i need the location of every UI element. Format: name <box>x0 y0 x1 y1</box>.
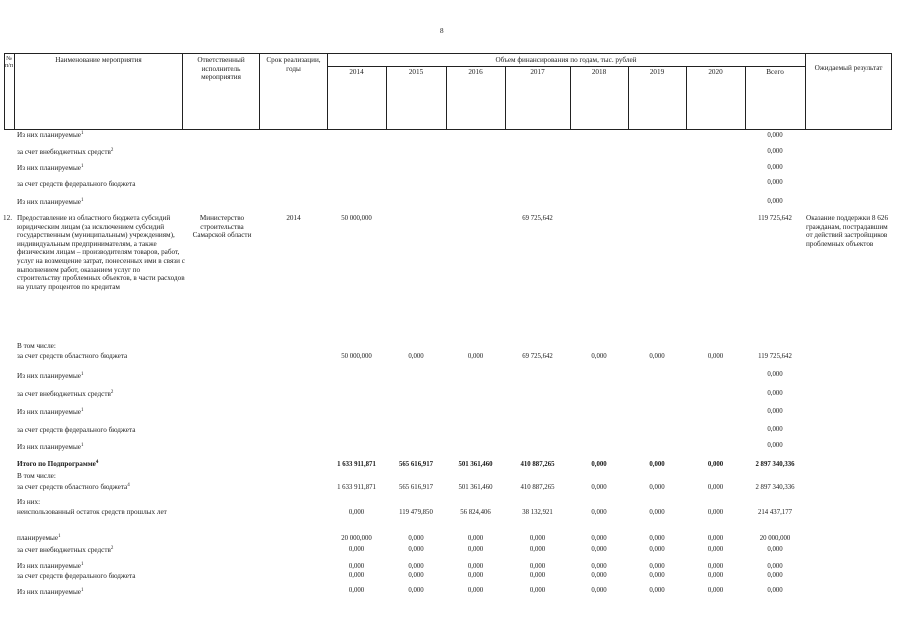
value-cell: 0,000 <box>707 535 724 542</box>
value-cell: 0,000 <box>348 509 365 516</box>
value-cell: 0,000 <box>467 572 484 579</box>
value-cell: 501 361,460 <box>458 484 493 491</box>
item-value-2017: 69 725,642 <box>522 215 553 222</box>
row-total: 0,000 <box>767 132 783 139</box>
value-cell: 0,000 <box>707 353 724 360</box>
value-cell: 0,000 <box>649 509 665 516</box>
value-cell: 56 824,406 <box>460 509 491 516</box>
row-label: за счет внебюджетных средств$^2$ <box>17 148 114 156</box>
item-term: 2014 <box>286 214 301 222</box>
row-total: 0,000 <box>767 587 783 594</box>
value-cell: 0,000 <box>707 587 724 594</box>
value-cell: 0,000 <box>649 535 665 542</box>
vline <box>182 53 183 130</box>
value-cell: 565 616,917 <box>399 461 433 468</box>
vline <box>891 53 892 130</box>
row-total: 2 897 340,336 <box>755 461 795 468</box>
col-header-total: Всего <box>766 68 784 76</box>
col-header-year: 2017 <box>530 68 545 76</box>
value-cell: 1 633 911,871 <box>337 484 376 491</box>
value-cell: 0,000 <box>408 587 424 594</box>
value-cell: 0,000 <box>591 484 607 491</box>
value-cell: 50 000,000 <box>341 353 372 360</box>
row-total: 0,000 <box>767 148 783 155</box>
col-header-name: Наименование мероприятия <box>55 56 142 64</box>
value-cell: 501 361,460 <box>458 461 493 468</box>
value-cell: 0,000 <box>649 546 665 553</box>
col-header-responsible: Ответственный исполнитель мероприятия <box>197 56 245 82</box>
col-header-year: 2018 <box>591 68 607 76</box>
col-header-year: 2020 <box>708 68 723 76</box>
years-divider-line <box>327 66 805 67</box>
value-cell: 0,000 <box>348 587 365 594</box>
row-total: 0,000 <box>767 390 783 397</box>
row-label: Из них планируемые$^1$ <box>17 164 84 172</box>
value-cell: 0,000 <box>707 509 724 516</box>
row-label: Из них планируемые$^1$ <box>17 588 84 596</box>
row-label: за счет средств областного бюджета <box>17 352 128 360</box>
of-them-label: Из них: <box>17 498 41 506</box>
value-cell: 0,000 <box>649 461 665 468</box>
item-responsible: Министерство строительства Самарской области <box>192 214 252 240</box>
value-cell: 0,000 <box>591 509 607 516</box>
row-label: за счет средств областного бюджета$^4$ <box>17 483 130 491</box>
page-number: 8 <box>440 27 444 35</box>
row-total: 0,000 <box>767 408 783 415</box>
row-label: неиспользованный остаток средств прошлых лет <box>17 508 167 516</box>
item-value-2014: 50 000,000 <box>341 215 372 222</box>
value-cell: 0,000 <box>529 587 546 594</box>
col-header-year: 2019 <box>649 68 665 76</box>
value-cell: 0,000 <box>467 563 484 570</box>
value-cell: 0,000 <box>529 546 546 553</box>
value-cell: 0,000 <box>529 535 546 542</box>
row-total: 2 897 340,336 <box>755 484 795 491</box>
header-bottom-line <box>4 129 891 130</box>
value-cell: 0,000 <box>591 353 607 360</box>
row-label: за счет внебюджетных средств$^2$ <box>17 546 114 554</box>
row-total: 119 725,642 <box>758 353 792 360</box>
value-cell: 0,000 <box>591 587 607 594</box>
value-cell: 0,000 <box>467 535 484 542</box>
value-cell: 0,000 <box>348 563 365 570</box>
value-cell: 0,000 <box>467 353 484 360</box>
row-total: 0,000 <box>767 546 783 553</box>
row-label: Из них планируемые$^1$ <box>17 131 84 139</box>
col-header-term: Срок реализации, годы <box>266 56 321 73</box>
item-number: 12. <box>3 214 12 222</box>
col-header-year: 2016 <box>468 68 483 76</box>
value-cell: 0,000 <box>707 572 724 579</box>
row-total: 0,000 <box>767 164 783 171</box>
col-header-result: Ожидаемый результат <box>814 64 883 72</box>
value-cell: 0,000 <box>707 563 724 570</box>
row-total: 0,000 <box>767 442 783 449</box>
value-cell: 0,000 <box>649 484 665 491</box>
value-cell: 0,000 <box>591 563 607 570</box>
col-header-year: 2014 <box>349 68 364 76</box>
row-label: Из них планируемые$^1$ <box>17 372 84 380</box>
including-label: В том числе: <box>17 342 56 350</box>
summary-title: Итого по Подпрограмме$^4$ <box>17 460 99 468</box>
value-cell: 0,000 <box>408 535 424 542</box>
row-total: 0,000 <box>767 572 783 579</box>
value-cell: 0,000 <box>467 587 484 594</box>
row-label: за счет внебюджетных средств$^2$ <box>17 390 114 398</box>
value-cell: 0,000 <box>408 546 424 553</box>
value-cell: 1 633 911,871 <box>337 461 376 468</box>
row-label: Из них планируемые$^1$ <box>17 408 84 416</box>
value-cell: 410 887,265 <box>520 461 555 468</box>
value-cell: 0,000 <box>591 535 607 542</box>
value-cell: 0,000 <box>348 572 365 579</box>
including-label: В том числе: <box>17 472 56 480</box>
value-cell: 20 000,000 <box>341 535 372 542</box>
row-label: за счет средств федерального бюджета <box>17 572 136 580</box>
row-total: 0,000 <box>767 179 783 186</box>
value-cell: 0,000 <box>649 563 665 570</box>
value-cell: 0,000 <box>649 353 665 360</box>
row-label: планируемые$^1$ <box>17 534 61 542</box>
value-cell: 0,000 <box>408 353 424 360</box>
row-label: Из них планируемые$^1$ <box>17 562 84 570</box>
col-header-year: 2015 <box>408 68 424 76</box>
row-total: 0,000 <box>767 426 783 433</box>
value-cell: 0,000 <box>649 587 665 594</box>
row-total: 0,000 <box>767 563 783 570</box>
row-label: за счет средств федерального бюджета <box>17 426 136 434</box>
item-expected-result: Оказание поддержки 8 626 гражданам, пострадавшим от действий застройщиков проблемных объектов <box>806 214 889 248</box>
value-cell: 0,000 <box>707 546 724 553</box>
value-cell: 0,000 <box>591 546 607 553</box>
value-cell: 565 616,917 <box>399 484 433 491</box>
row-label: Из них планируемые$^1$ <box>17 443 84 451</box>
row-label: Из них планируемые$^1$ <box>17 198 84 206</box>
item-name: Предоставление из областного бюджета субсидий юридическим лицам (за исключением субсидий государственным (муниципальным) учреждениям), индивидуальным предпринимателям, а также физическим лицам – производителям товаров, работ, услуг на возмещение затрат, понесенных ими в связи с выполнением работ, оказанием услуг по строительству проблемных объектов, в части расходов на уплату процентов по кредитам <box>17 214 185 291</box>
value-cell: 0,000 <box>591 572 607 579</box>
value-cell: 38 132,921 <box>522 509 553 516</box>
value-cell: 0,000 <box>467 546 484 553</box>
row-total: 20 000,000 <box>759 535 791 542</box>
value-cell: 0,000 <box>707 484 724 491</box>
item-total: 119 725,642 <box>758 215 792 222</box>
value-cell: 410 887,265 <box>520 484 555 491</box>
value-cell: 0,000 <box>408 572 424 579</box>
row-total: 0,000 <box>767 371 783 378</box>
row-total: 0,000 <box>767 198 783 205</box>
col-header-financing: Объем финансирования по годам, тыс. рублей <box>495 56 637 64</box>
value-cell: 119 479,850 <box>399 509 433 516</box>
row-label: за счет средств федерального бюджета <box>17 180 136 188</box>
value-cell: 0,000 <box>529 572 546 579</box>
value-cell: 0,000 <box>529 563 546 570</box>
value-cell: 0,000 <box>649 572 665 579</box>
value-cell: 0,000 <box>408 563 424 570</box>
value-cell: 0,000 <box>591 461 607 468</box>
header-top-line <box>4 53 891 54</box>
value-cell: 0,000 <box>348 546 365 553</box>
value-cell: 69 725,642 <box>522 353 553 360</box>
col-header-no: № п/п <box>4 56 14 69</box>
row-total: 214 437,177 <box>758 509 792 516</box>
value-cell: 0,000 <box>707 461 724 468</box>
